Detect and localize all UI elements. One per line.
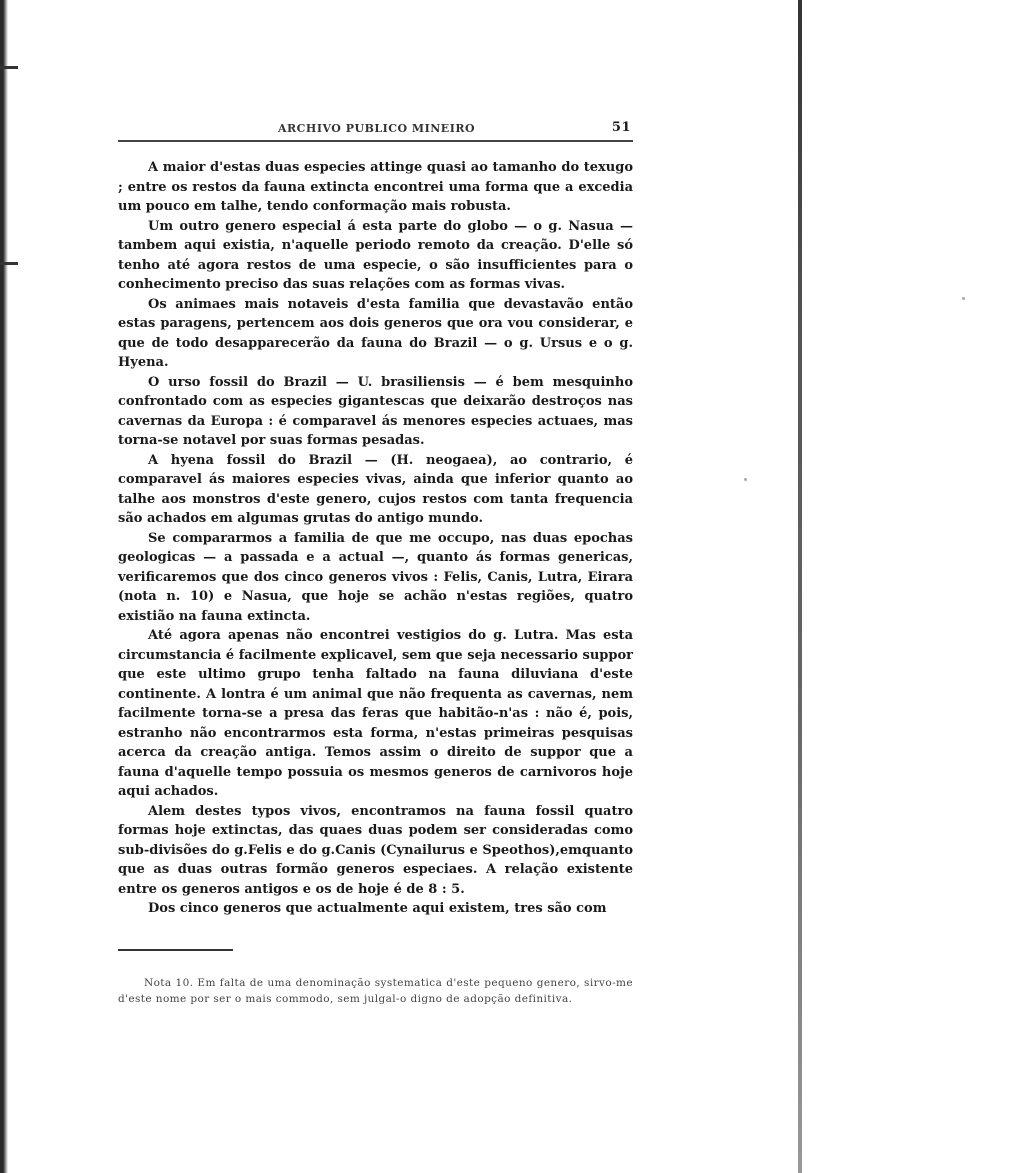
scan-dust [744,478,747,481]
page-number: 51 [611,120,631,135]
paragraph: Um outro genero especial á esta parte do globo — o g. Nasua — tambem aqui existia, n'aquelle periodo remoto da creação. D'elle só tenho até agora restos de uma especie, o são insufficientes para o conhecimento preciso das suas relações com as formas vivas. [118,218,633,292]
paragraph: Dos cinco generos que actualmente aqui existem, tres são com [148,901,607,916]
paragraph: A hyena fossil do Brazil — (H. neogaea), ao contrario, é comparavel ás maiores especies vivas, ainda que inferior quanto ao talhe aos monstros d'este genero, cujos restos com tanta frequencia são achados em algumas grutas do antigo mundo. [118,452,633,526]
footnote: Nota 10. Em falta de uma denominação systematica d'este pequeno genero, sirvo-me d'este nome por ser o mais commodo, sem julgal-o digno de adopção definitiva. [118,976,633,1005]
paragraph: Alem destes typos vivos, encontramos na fauna fossil quatro formas hoje extinctas, das quaes duas podem ser consideradas como sub-divisões do g.Felis e do g.Canis (Cynailurus e Speothos),emquanto que as duas outras formão generos especiaes. A relação existente entre os generos antigos e os de hoje é de 8 : 5. [118,803,633,897]
running-head-title: ARCHIVO PUBLICO MINEIRO [278,122,476,135]
scan-mark [0,66,18,69]
scan-mark [0,262,18,265]
scan-dust [962,297,965,300]
scan-left-edge [0,0,8,1173]
paragraph: Se compararmos a familia de que me occupo, nas duas epochas geologicas — a passada e a actual —, quanto ás formas genericas, verificaremos que dos cinco generos vivos : Felis, Canis, Lutra, Eirara (nota n. 10) e Nasua, que hoje se achão n'estas regiões, quatro existião na fauna extincta. [118,530,633,624]
paragraph: Os animaes mais notaveis d'esta familia que devastavão então estas paragens, pertencem aos dois generos que ora vou considerar, e que de todo desapparecerão da fauna do Brazil — o g. Ursus e o g. Hyena. [118,296,633,370]
running-head [118,118,633,142]
paragraph: A maior d'estas duas especies attinge quasi ao tamanho do texugo ; entre os restos da fauna extincta encontrei uma forma que a excedia um pouco em talhe, tendo conformação mais robusta. [118,160,633,214]
paragraph: O urso fossil do Brazil — U. brasiliensis — é bem mesquinho confrontado com as especies gigantescas que deixarão destroços nas cavernas da Europa : é comparavel ás menores especies actuaes, mas torna-se notavel por suas formas pesadas. [118,374,633,448]
footnote-divider [118,949,233,951]
scan-right-edge [790,0,810,1173]
document-page [118,118,633,1007]
body-text [118,158,633,919]
paragraph: Até agora apenas não encontrei vestigios do g. Lutra. Mas esta circumstancia é facilmente explicavel, sem que seja necessario suppor que este ultimo grupo tenha faltado na fauna diluviana d'este continente. A lontra é um animal que não frequenta as cavernas, nem facilmente torna-se a presa das feras que habitão-n'as : não é, pois, estranho não encontrarmos esta forma, n'estas primeiras pesquisas acerca da creação antiga. Temos assim o direito de suppor que a fauna d'aquelle tempo possuia os mesmos generos de carnivoros hoje aqui achados. [118,628,633,799]
